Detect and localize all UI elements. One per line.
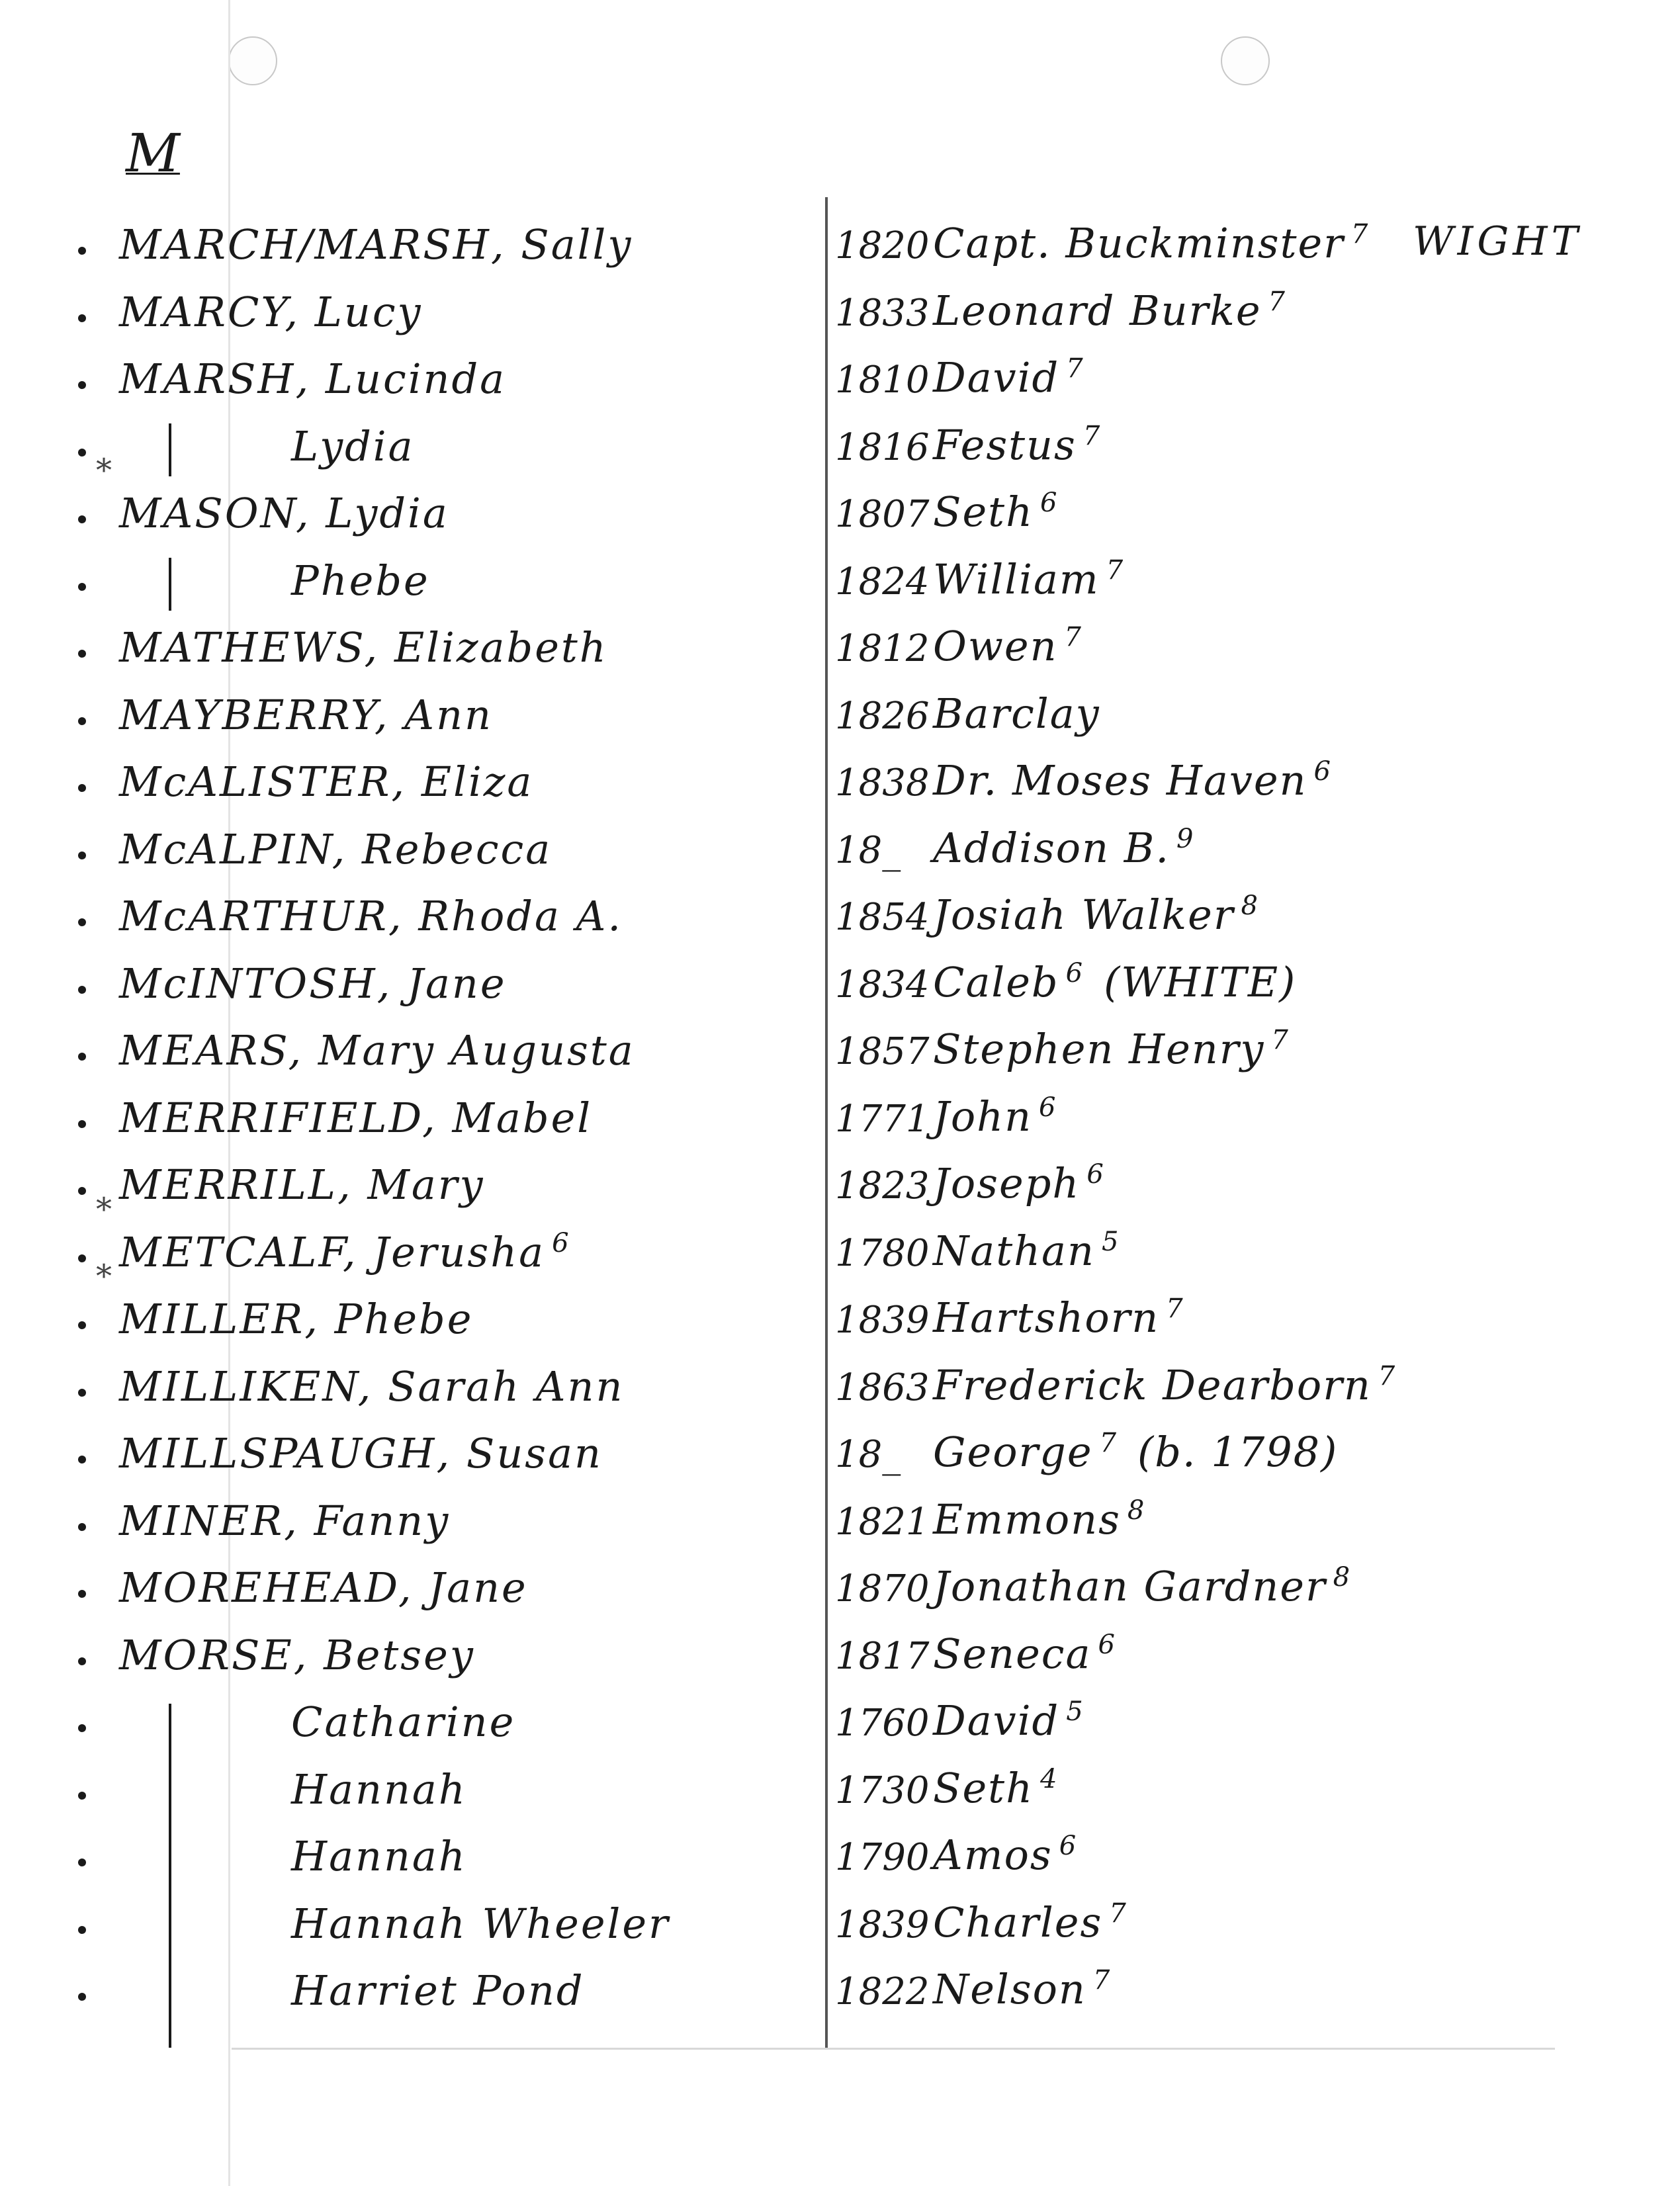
ditto-mark: [169, 423, 171, 476]
groom-given-name: Seth: [933, 1763, 1034, 1812]
groom-note: (WHITE): [1104, 957, 1297, 1006]
bullet-dot: [78, 1321, 86, 1329]
bullet-dot: [78, 449, 86, 457]
bullet-dot: [78, 717, 86, 725]
groom-given-name: David: [933, 353, 1060, 402]
generation-number: 7: [1066, 353, 1084, 384]
generation-number: 7: [1106, 554, 1125, 586]
entry-row: [0, 1491, 1680, 1557]
marriage-year: 1821: [835, 1500, 930, 1544]
generation-number: 7: [1064, 622, 1083, 653]
marriage-year: 1854: [835, 896, 930, 939]
entry-row: [0, 1760, 1680, 1826]
punch-hole-right: [1221, 36, 1270, 85]
marriage-year: 18_: [835, 1433, 901, 1476]
entry-row: [0, 752, 1680, 818]
asterisk-mark: *: [96, 1258, 112, 1295]
entry-row: [0, 887, 1680, 953]
bullet-dot: [78, 1389, 86, 1397]
bullet-dot: [78, 1926, 86, 1934]
generation-number: 7: [1350, 219, 1370, 250]
entry-row: [0, 417, 1680, 483]
marriage-year: 1833: [835, 291, 930, 335]
groom-name: [933, 1428, 1338, 1476]
marriage-year: 1771: [835, 1097, 930, 1141]
generation-number: 7: [1268, 286, 1286, 317]
asterisk-mark: *: [96, 452, 112, 489]
bride-name: Catharine: [291, 1698, 516, 1746]
entry-row: [0, 820, 1680, 886]
entry-row: [0, 1258, 1680, 1356]
underline-rule: [232, 2048, 1555, 2050]
entry-row: [0, 618, 1680, 684]
marriage-year: 1807: [835, 493, 930, 536]
groom-name: [933, 1630, 1116, 1678]
marriage-year: 1823: [835, 1164, 930, 1207]
bride-name: MATHEWS, Elizabeth: [119, 623, 608, 672]
bride-generation: 6: [552, 1227, 571, 1258]
generation-number: 7: [1166, 1293, 1184, 1325]
groom-given-name: Frederick Dearborn: [933, 1360, 1372, 1409]
bride-name: McALPIN, Rebecca: [119, 824, 553, 873]
marriage-year: 1857: [835, 1030, 930, 1073]
groom-name: [933, 1831, 1077, 1879]
bride-name: MERRIFIELD, Mabel: [119, 1093, 593, 1142]
marriage-year: 1822: [835, 1970, 930, 2013]
groom-name: [933, 555, 1124, 603]
groom-given-name: Addison B.: [933, 823, 1171, 872]
generation-number: 4: [1040, 1763, 1059, 1794]
groom-given-name: John: [933, 1092, 1033, 1141]
bullet-dot: [78, 1993, 86, 2001]
groom-name: [933, 1159, 1105, 1207]
bride-name: Phebe: [291, 556, 430, 605]
entry-row: [0, 1190, 1680, 1289]
groom-name: [933, 756, 1332, 805]
entry-row: [0, 1357, 1680, 1423]
groom-name: [933, 488, 1058, 536]
bullet-dot: [78, 1858, 86, 1866]
bride-name: MINER, Fanny: [119, 1496, 451, 1545]
bride-name: Hannah: [291, 1832, 467, 1880]
generation-number: 6: [1313, 756, 1332, 787]
punch-hole-left: [228, 36, 277, 85]
groom-given-name: Seneca: [933, 1629, 1092, 1678]
generation-number: 6: [1098, 1629, 1116, 1660]
generation-number: 5: [1066, 1696, 1084, 1727]
groom-given-name: Dr. Moses Haven: [933, 756, 1307, 805]
groom-name: [933, 1227, 1120, 1275]
bride-name: MARSH, Lucinda: [119, 355, 507, 403]
groom-name: [933, 1025, 1290, 1073]
groom-given-name: Joseph: [933, 1159, 1081, 1207]
groom-given-name: Emmons: [933, 1495, 1121, 1544]
bride-name: Hannah: [291, 1765, 467, 1814]
bullet-dot: [78, 1590, 86, 1598]
groom-given-name: William: [933, 554, 1100, 603]
index-letter: M: [126, 122, 180, 184]
generation-number: 6: [1059, 1831, 1078, 1862]
marriage-year: 1810: [835, 359, 930, 402]
bride-name: McINTOSH, Jane: [119, 959, 507, 1008]
bullet-dot: [78, 515, 86, 523]
groom-name: [933, 1495, 1145, 1544]
bullet-dot: [78, 247, 86, 255]
marriage-year: 1824: [835, 560, 930, 603]
generation-number: 8: [1127, 1495, 1146, 1526]
entry-row: [0, 551, 1680, 617]
groom-name: [933, 1293, 1184, 1342]
bullet-dot: [78, 1053, 86, 1061]
entry-row: [0, 1021, 1680, 1087]
entry-row: [0, 1424, 1680, 1490]
groom-name: [933, 1764, 1058, 1812]
bride-name: Lydia: [291, 421, 415, 470]
entry-row: [0, 1692, 1680, 1759]
bullet-dot: [78, 583, 86, 591]
generation-number: 7: [1271, 1025, 1290, 1056]
marriage-year: 1790: [835, 1836, 930, 1879]
marriage-year: 1780: [835, 1231, 930, 1275]
entry-row: [0, 349, 1680, 415]
generation-number: 7: [1083, 420, 1102, 451]
marriage-year: 1863: [835, 1366, 930, 1409]
entry-row: [0, 215, 1680, 281]
marriage-year: 1826: [835, 694, 930, 738]
bride-name: MOREHEAD, Jane: [119, 1563, 528, 1612]
bullet-dot: [78, 1724, 86, 1732]
groom-given-name: George: [933, 1428, 1093, 1476]
groom-name: [933, 353, 1084, 402]
bride-name: MARCH/MARSH, Sally: [119, 220, 633, 269]
entry-row: [0, 1626, 1680, 1692]
bride-name: Harriet Pond: [291, 1966, 585, 2015]
entry-row: [0, 283, 1680, 349]
entry-row: [0, 954, 1680, 1020]
bullet-dot: [78, 1456, 86, 1464]
groom-name: [933, 286, 1286, 335]
bullet-dot: [78, 314, 86, 322]
entry-row: [0, 1155, 1680, 1221]
bride-name: MEARS, Mary Augusta: [119, 1026, 635, 1074]
groom-given-name: Barclay: [933, 689, 1100, 738]
marriage-year: 1817: [835, 1634, 930, 1678]
marriage-year: 1839: [835, 1299, 930, 1342]
bride-name: MILLSPAUGH, Susan: [119, 1429, 603, 1477]
entry-row: [0, 1827, 1680, 1893]
marriage-year: 1730: [835, 1769, 930, 1812]
generation-number: 7: [1378, 1360, 1397, 1391]
groom-given-name: Amos: [933, 1831, 1053, 1879]
groom-given-name: Charles: [933, 1898, 1103, 1946]
marriage-year: 1838: [835, 762, 930, 805]
groom-name: [933, 891, 1259, 939]
marriage-year: 1812: [835, 627, 930, 670]
groom-given-name: Nelson: [933, 1965, 1086, 2013]
groom-name: [933, 219, 1369, 267]
bride-name: MILLIKEN, Sarah Ann: [119, 1362, 625, 1411]
groom-name: [933, 1965, 1111, 2013]
generation-number: 6: [1040, 488, 1059, 519]
groom-given-name: Owen: [933, 622, 1058, 670]
groom-given-name: Leonard Burke: [933, 286, 1262, 335]
bullet-dot: [78, 986, 86, 994]
entry-row: [0, 1088, 1680, 1155]
groom-name: [933, 824, 1195, 872]
marriage-year: 1760: [835, 1702, 930, 1745]
bride-name: McARTHUR, Rhoda A.: [119, 892, 623, 940]
groom-given-name: Jonathan Gardner: [933, 1562, 1327, 1610]
generation-number: 9: [1176, 823, 1195, 854]
entry-row: [0, 452, 1680, 550]
marriage-year: 1820: [835, 224, 930, 267]
groom-given-name: Hartshorn: [933, 1293, 1160, 1342]
groom-name: [933, 1092, 1057, 1141]
bride-name: MARCY, Lucy: [119, 287, 423, 336]
groom-given-name: Seth: [933, 488, 1034, 536]
bullet-dot: [78, 381, 86, 389]
groom-given-name: Nathan: [933, 1226, 1095, 1275]
surname-note: WIGHT: [1413, 218, 1582, 265]
entry-row: [0, 1558, 1680, 1624]
generation-number: 7: [1099, 1428, 1118, 1459]
groom-name: [933, 421, 1101, 469]
bullet-dot: [78, 1657, 86, 1665]
groom-note: (b. 1798): [1137, 1428, 1339, 1476]
groom-name: [933, 1898, 1127, 1946]
groom-name: [933, 1696, 1084, 1745]
marriage-year: 1816: [835, 425, 930, 469]
groom-name: [933, 1562, 1351, 1610]
groom-name: [933, 1361, 1396, 1409]
bride-name: MAYBERRY, Ann: [119, 690, 493, 739]
bride-name: MILLER, Phebe: [119, 1295, 474, 1343]
groom-given-name: Josiah Walker: [933, 891, 1235, 939]
marriage-year: 1870: [835, 1567, 930, 1610]
bride-name: METCALF, Jerusha $^6$: [119, 1227, 571, 1276]
generation-number: 8: [1241, 891, 1259, 922]
entry-row: [0, 1961, 1680, 2027]
bullet-dot: [78, 1187, 86, 1195]
bullet-dot: [78, 1523, 86, 1531]
bride-name: Hannah Wheeler: [291, 1899, 670, 1948]
generation-number: 6: [1065, 957, 1084, 988]
bride-name: MASON, Lydia: [119, 489, 449, 537]
bride-name: McALISTER, Eliza: [119, 758, 534, 806]
generation-number: 6: [1086, 1159, 1105, 1190]
groom-name: [933, 622, 1083, 670]
bullet-dot: [78, 784, 86, 792]
generation-number: 5: [1101, 1226, 1120, 1257]
groom-name: [933, 958, 1296, 1006]
marriage-year: 1834: [835, 963, 930, 1006]
bullet-dot: [78, 1120, 86, 1128]
groom-given-name: Stephen Henry: [933, 1025, 1265, 1073]
groom-name: [933, 689, 1100, 738]
bullet-dot: [78, 1792, 86, 1800]
groom-given-name: Caleb: [933, 957, 1059, 1006]
ditto-mark: [169, 558, 171, 611]
groom-given-name: David: [933, 1696, 1060, 1745]
bride-name: MERRILL, Mary: [119, 1160, 485, 1209]
entry-row: [0, 1894, 1680, 1960]
bullet-dot: [78, 650, 86, 658]
groom-given-name: Capt. Buckminster: [933, 219, 1345, 267]
generation-number: 7: [1092, 1965, 1112, 1996]
bullet-dot: [78, 1254, 86, 1262]
marriage-year: 1839: [835, 1903, 930, 1946]
generation-number: 6: [1039, 1092, 1057, 1123]
generation-number: 8: [1333, 1562, 1352, 1593]
generation-number: 7: [1109, 1898, 1127, 1929]
marriage-year: 18_: [835, 828, 901, 872]
bullet-dot: [78, 918, 86, 926]
asterisk-mark: *: [96, 1190, 112, 1228]
bullet-dot: [78, 852, 86, 859]
entry-row: [0, 685, 1680, 752]
groom-given-name: Festus: [933, 420, 1077, 469]
bride-name: MORSE, Betsey: [119, 1630, 475, 1679]
